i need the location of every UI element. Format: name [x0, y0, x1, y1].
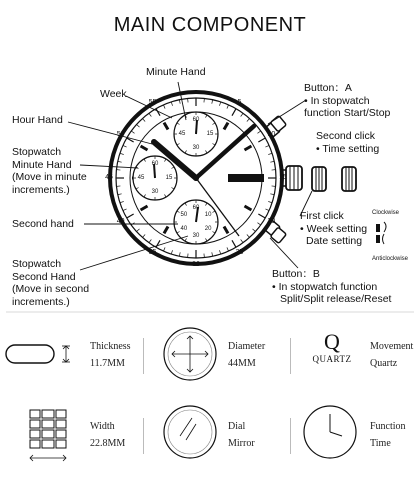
- label-week: Week: [100, 88, 127, 100]
- bezel-number: 55: [148, 98, 157, 106]
- bezel-number: 25: [235, 249, 244, 257]
- spec-thickness: Thickness 11.7MM: [90, 341, 131, 369]
- spec-movement: Movement Quartz: [370, 341, 414, 369]
- label-stopwatch-second: Stopwatch Second Hand (Move in second increments.): [12, 258, 90, 308]
- diameter-icon: [164, 328, 216, 380]
- bezel-number: 10: [267, 130, 276, 138]
- bezel-number: 30: [192, 261, 200, 268]
- bezel-number: 15: [279, 174, 287, 181]
- page-title: MAIN COMPONENT: [113, 14, 307, 36]
- spec-diameter: Diameter 44MM: [228, 341, 266, 369]
- subdial-number: 30: [192, 144, 200, 151]
- label-anticlockwise: Anticlockwise: [372, 256, 409, 262]
- bezel-number: 40: [116, 217, 125, 225]
- clock-icon: [304, 406, 356, 458]
- bracelet-icon: [30, 410, 66, 461]
- spec-dial: Dial Mirror: [228, 421, 255, 449]
- bezel-number: 35: [148, 249, 157, 257]
- subdial-number: 60: [192, 204, 200, 211]
- label-clockwise: Clockwise: [372, 210, 400, 216]
- crown-position-second: [342, 167, 356, 191]
- subdial-number: 60: [151, 160, 159, 167]
- subdial-number: 40: [180, 225, 188, 232]
- anticlockwise-indicator: [376, 234, 384, 244]
- spec-width: Width 22.8MM: [90, 421, 126, 449]
- label-button-a: Button：A • In stopwatch function Start/Stop: [304, 82, 391, 119]
- label-minute-hand: Minute Hand: [146, 66, 206, 78]
- quartz-logo: Q QUARTZ: [312, 329, 352, 364]
- label-second-click: Second click • Time setting: [316, 130, 380, 155]
- subdial-number: 45: [178, 130, 186, 137]
- subdial-number: 20: [204, 225, 212, 232]
- label-hour-hand: Hour Hand: [12, 114, 63, 126]
- subdial-number: 30: [151, 188, 159, 195]
- label-stopwatch-minute: Stopwatch Minute Hand (Move in minute increments.): [12, 146, 87, 196]
- thickness-icon: [6, 345, 70, 363]
- subdial-number: 50: [180, 211, 188, 218]
- crown-position-first: [312, 167, 326, 191]
- mirror-icon: [164, 406, 216, 458]
- bezel-number: 5: [237, 98, 242, 106]
- bezel-number: 50: [116, 130, 125, 138]
- date-window: [228, 174, 264, 182]
- clockwise-indicator: [376, 222, 386, 232]
- label-first-click: First click • Week setting Date setting: [300, 210, 368, 247]
- subdial-number: 15: [165, 174, 173, 181]
- subdial-number: 10: [204, 211, 212, 218]
- spec-function: Function Time: [370, 421, 406, 449]
- label-second-hand: Second hand: [12, 218, 74, 230]
- bezel-number: 45: [105, 174, 113, 181]
- label-button-b: Button：B • In stopwatch function Split/Split release/Reset: [272, 268, 392, 305]
- subdial-number: 30: [192, 232, 200, 239]
- bezel-number: 20: [267, 217, 276, 225]
- subdial-number: 60: [192, 116, 200, 123]
- subdial-number: 45: [137, 174, 145, 181]
- subdial-number: 15: [206, 130, 214, 137]
